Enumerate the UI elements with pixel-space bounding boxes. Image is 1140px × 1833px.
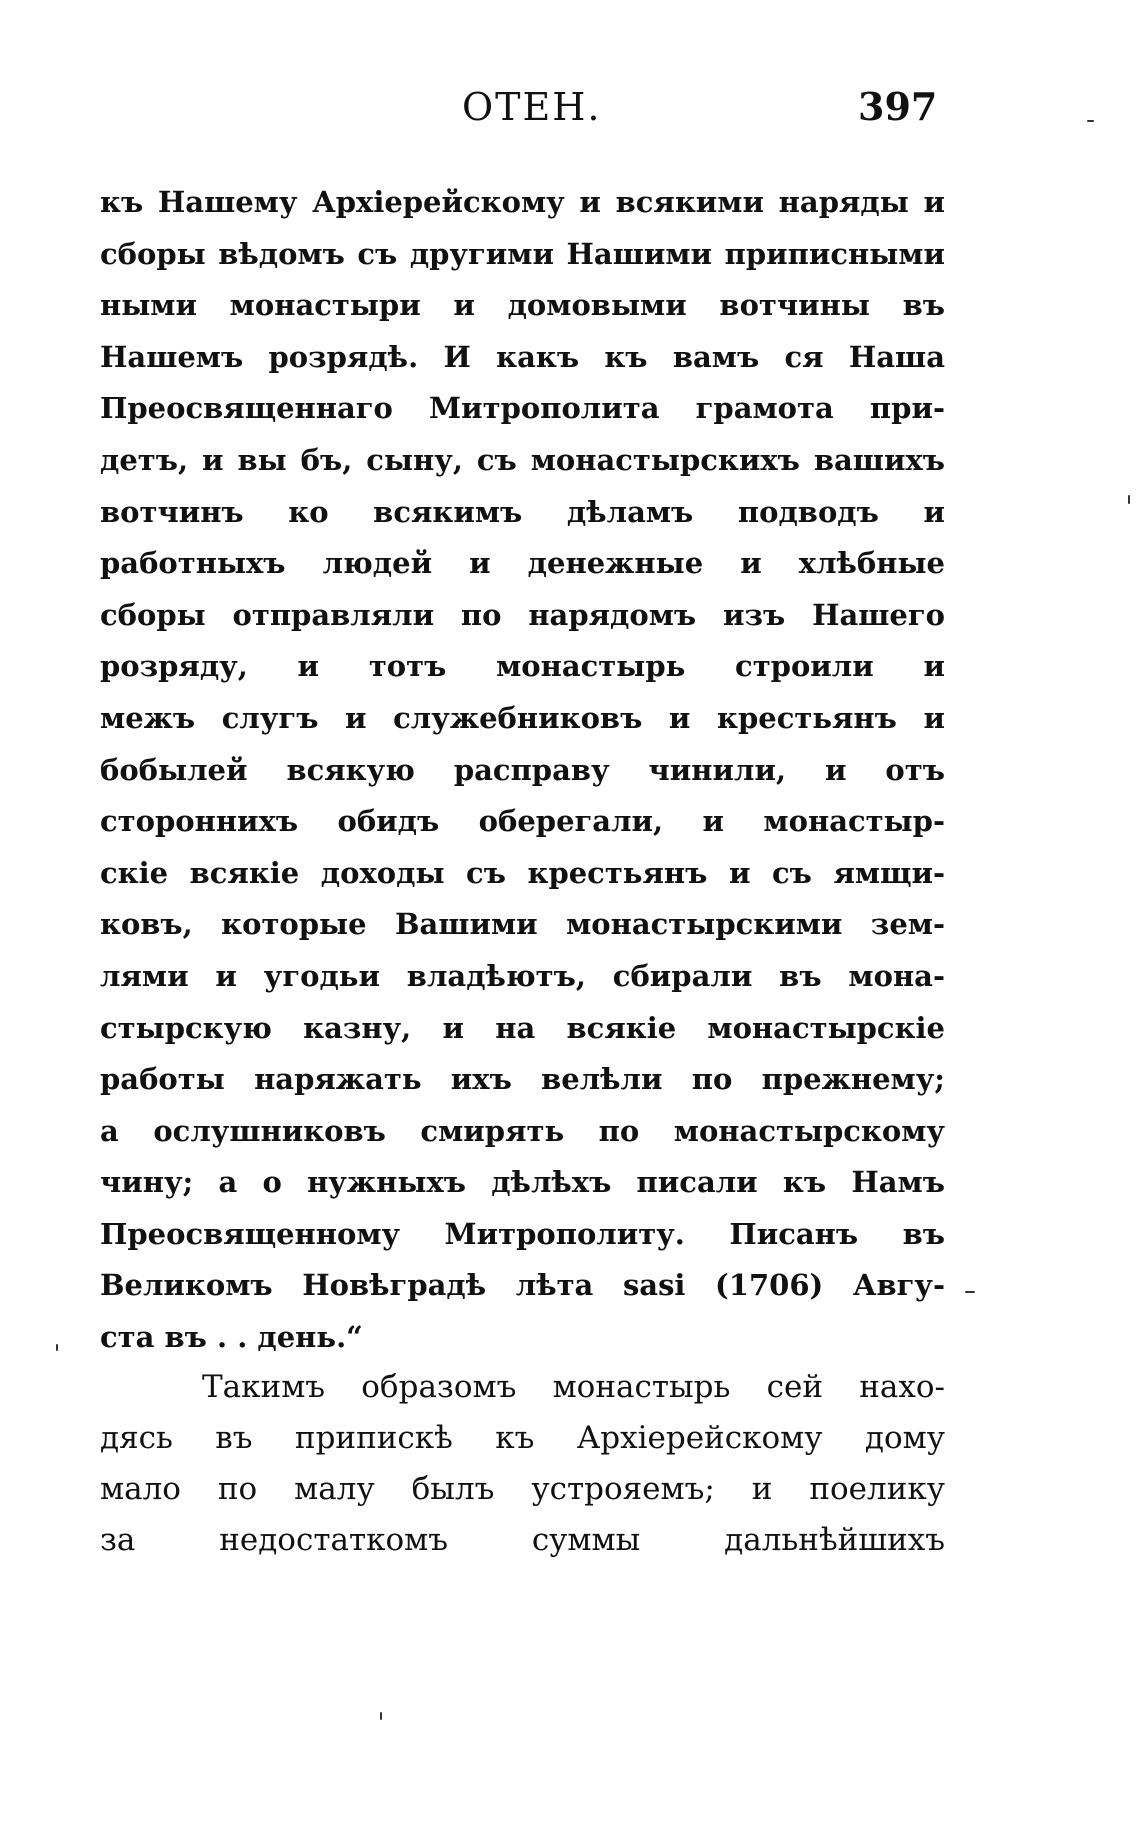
- text-line: ковъ, которые Вашими монастырскими зем-: [100, 907, 945, 942]
- text-line: къ Нашему Архіерейскому и всякими наряды и: [100, 185, 945, 219]
- scan-speck: [965, 1291, 975, 1293]
- narrative-paragraph: [100, 1362, 945, 1566]
- text-line: межъ слугъ и служебниковъ и крестьянъ и: [100, 700, 945, 735]
- text-line: ными монастыри и домовыми вотчины въ: [100, 288, 945, 323]
- text-line: Великомъ Новѣградѣ лѣта ѕаѕі (1706) Авгу-: [100, 1268, 945, 1303]
- text-line: чину; а о нужныхъ дѣлѣхъ писали къ Намъ: [100, 1165, 945, 1200]
- text-line: вотчинъ ко всякимъ дѣламъ подводъ и: [100, 494, 945, 529]
- text-line: сборы отправляли по нарядомъ изъ Нашего: [100, 597, 945, 632]
- scan-speck: [1128, 495, 1130, 504]
- scan-speck: [56, 1344, 58, 1351]
- text-line: Такимъ образомъ монастырь сей нахо-: [202, 1369, 945, 1405]
- text-line: лями и угодьи владѣютъ, сбирали въ мона-: [100, 958, 945, 993]
- text-line: сборы вѣдомъ съ другими Нашими приписными: [100, 236, 945, 271]
- charter-text: [100, 177, 945, 1364]
- scan-speck: [380, 1712, 382, 1720]
- text-line: скіе всякіе доходы съ крестьянъ и съ ямщи-: [100, 855, 945, 890]
- running-head: [0, 82, 1140, 132]
- text-line: дясь въ припискѣ къ Архіерейскому дому: [100, 1420, 945, 1456]
- text-line: Преосвященнаго Митрополита грамота при-: [100, 391, 945, 426]
- text-line: бобылей всякую расправу чинили, и отъ: [100, 752, 945, 787]
- text-line: розряду, и тотъ монастырь строили и: [100, 649, 945, 684]
- page-number: 397: [858, 84, 938, 129]
- text-line: ста въ . . день.“: [100, 1320, 363, 1355]
- text-line: работныхъ людей и денежные и хлѣбные: [100, 546, 945, 581]
- text-line: работы наряжать ихъ велѣли по прежнему;: [100, 1062, 945, 1097]
- text-line: детъ, и вы бъ, сыну, съ монастырскихъ вашихъ: [100, 442, 945, 477]
- text-line: а ослушниковъ смирять по монастырскому: [100, 1113, 945, 1148]
- text-line: Нашемъ розрядѣ. И какъ къ вамъ ся Наша: [100, 339, 945, 374]
- text-line: стороннихъ обидъ оберегали, и монастыр-: [100, 804, 945, 839]
- text-line: стырскую казну, и на всякіе монастырскіе: [100, 1010, 945, 1045]
- running-title: ОТЕН.: [462, 85, 602, 129]
- text-line: Преосвященному Митрополиту. Писанъ въ: [100, 1216, 945, 1251]
- text-line: мало по малу былъ устрояемъ; и поелику: [100, 1471, 945, 1507]
- text-line: за недостаткомъ суммы дальнѣйшихъ: [100, 1522, 945, 1558]
- scan-speck: [1087, 120, 1094, 122]
